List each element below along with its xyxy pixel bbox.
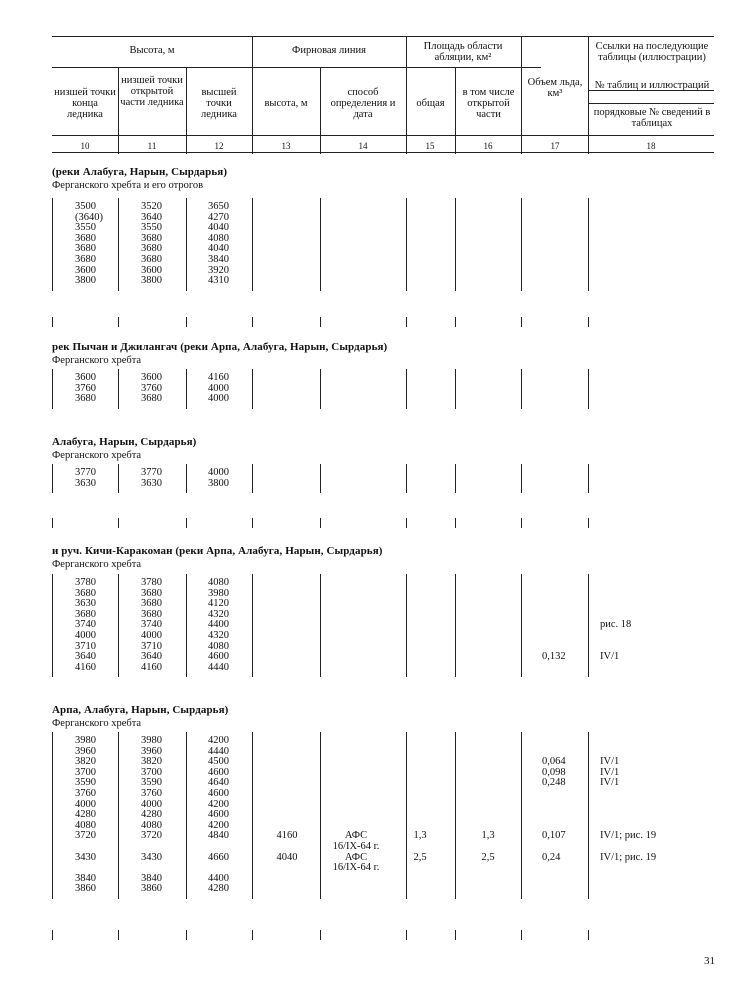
table-cell: 3960 [75,745,96,757]
table-header [52,36,714,153]
table-cell: 3820 [75,756,96,768]
table-cell: 3980 [208,587,229,599]
header-rule [521,37,522,154]
table-cell: 4640 [208,777,229,789]
column-tick [588,518,589,528]
table-cell: 3740 [141,619,162,631]
table-cell: 3680 [75,393,96,405]
table-cell: 3840 [208,254,229,265]
header-col13: высота, м [264,98,308,109]
table-cell: 3980 [141,735,162,746]
column-rule [118,198,119,291]
header-num: 15 [425,141,435,151]
column-rule [252,198,253,291]
table-cell: 4440 [208,661,229,673]
table-cell: 4600 [208,788,229,799]
table-cell: 4840 [208,830,229,842]
section-title: и руч. Кичи-Каракоман (реки Арпа, Алабуга, Нарын, Сырдарья) [52,545,383,557]
table-cell: 4200 [208,819,229,831]
table-cell: 0,064 [542,756,566,768]
table-cell: 4000 [208,393,229,405]
header-col10: низшей точки конца ледника [54,87,116,120]
table-cell: 3710 [141,640,162,652]
column-tick [320,518,321,528]
table-cell: 3760 [75,382,96,394]
column-tick [406,930,407,940]
column-rule [118,464,119,493]
column-rule [252,574,253,677]
table-cell: 3680 [141,587,162,599]
table-cell: 4080 [208,577,229,588]
section-title: (реки Алабуга, Нарын, Сырдарья) [52,166,228,178]
table-cell: 3770 [141,467,162,478]
header-col17: Объем льда, км³ [527,77,583,99]
header-num: 16 [483,141,493,151]
table-cell: 3640 [75,651,96,663]
table-cell: рис. 18 [600,619,632,631]
column-rule [186,369,187,409]
table-cell: 4000 [141,630,162,641]
table-cell: 3680 [75,232,96,244]
table-cell: 3590 [141,777,162,789]
column-tick [588,317,589,327]
table-cell: 3770 [75,467,96,478]
table-cell: 4160 [141,661,162,673]
column-tick [521,930,522,940]
table-cell: 3680 [75,243,96,255]
table-cell: 4160 [208,372,229,383]
table-cell: 4160 [75,661,96,673]
table-cell: 2,5 [413,851,427,863]
table-cell: 3680 [75,254,96,265]
table-cell: 3680 [141,254,162,265]
table-cell: 4440 [208,745,229,757]
column-rule [521,198,522,291]
table-cell: 3430 [75,851,96,863]
section-subtitle: Ферганского хребта [52,355,142,366]
table-cell: 1,3 [481,830,495,842]
table-cell: 3760 [141,788,162,799]
header-rule [52,135,714,136]
column-tick [118,317,119,327]
section-subtitle: Ферганского хребта и его отрогов [52,180,204,191]
column-rule [118,732,119,899]
header-rule [52,67,252,68]
table-cell: 4600 [208,809,229,821]
table-cell: 4400 [208,872,229,884]
table-cell: 4120 [208,598,229,610]
column-rule [320,464,321,493]
column-tick [186,317,187,327]
column-rule [455,369,456,409]
table-cell: 3680 [141,598,162,610]
table-cell: 3780 [75,577,96,588]
section-title: Арпа, Алабуга, Нарын, Сырдарья) [52,704,229,716]
table-cell: 3800 [141,275,162,287]
column-rule [320,369,321,409]
column-rule [52,464,53,493]
column-tick [252,930,253,940]
table-cell: 4320 [208,608,229,620]
table-cell: IV/1 [600,766,620,778]
header-rule [588,103,714,104]
header-num: 12 [214,141,224,151]
table-cell: 3600 [141,372,162,383]
table-cell: 3960 [141,745,162,757]
column-tick [118,930,119,940]
table-cell: 3680 [141,243,162,255]
header-col14: способ определения и дата [330,87,396,120]
column-tick [252,317,253,327]
header-num: 11 [147,141,157,151]
column-tick [455,518,456,528]
table-cell: 4080 [75,819,96,831]
column-rule [455,464,456,493]
table-cell: 4660 [208,851,229,863]
table-cell: 3680 [141,608,162,620]
column-rule [521,369,522,409]
column-rule [118,369,119,409]
column-tick [52,930,53,940]
table-cell: 3720 [75,830,96,842]
column-rule [406,464,407,493]
section-title: рек Пычан и Джилангач (реки Арпа, Алабуга, Нарын, Сырдарья) [52,341,388,353]
table-cell: 3630 [75,477,96,489]
table-cell: IV/1 [600,777,620,789]
table-cell: 3550 [141,222,162,234]
table-cell: 3680 [75,608,96,620]
table-cell: 3800 [75,275,96,287]
table-cell: 4280 [208,883,229,895]
column-tick [320,317,321,327]
column-tick [521,518,522,528]
table-cell: АФС 16/IX-64 г. [332,851,380,874]
column-rule [455,732,456,899]
table-cell: IV/1; рис. 19 [600,851,657,863]
column-tick [406,317,407,327]
column-rule [118,574,119,677]
header-col15: общая [416,98,445,109]
column-tick [186,518,187,528]
table-cell: 4400 [208,619,229,631]
column-rule [186,464,187,493]
table-cell: 0,132 [542,651,566,663]
table-cell: 3590 [75,777,96,789]
table-cell: 3520 [141,201,162,212]
header-num: 18 [646,141,656,151]
table-cell: 4040 [208,222,229,234]
table-cell: АФС 16/IX-64 г. [332,830,380,852]
header-rule [252,67,406,68]
table-cell: 3740 [75,619,96,631]
column-tick [588,930,589,940]
table-cell: 0,248 [542,777,566,789]
header-rule [588,37,589,154]
table-cell: 4500 [208,756,229,768]
header-group-refs: Ссылки на последующие таблицы (иллюстрации) [595,41,709,63]
column-rule [406,369,407,409]
table-cell: 3640 [141,651,162,663]
table-cell: 3980 [75,735,96,746]
column-rule [186,198,187,291]
table-cell: 3720 [141,830,162,842]
table-cell: 1,3 [413,830,427,842]
column-rule [252,732,253,899]
table-cell: 3650 [208,201,229,212]
table-cell: 4000 [208,382,229,394]
header-num: 10 [80,141,90,151]
column-tick [52,317,53,327]
header-rule [406,37,407,154]
table-cell: 3630 [75,598,96,610]
table-cell: 3680 [141,232,162,244]
table-cell: 3860 [141,883,162,895]
table-cell: 3680 [141,393,162,405]
table-cell: 4000 [75,798,96,810]
table-cell: 4160 [276,830,298,842]
table-cell: 4200 [208,798,229,810]
column-rule [406,732,407,899]
column-rule [320,574,321,677]
table-cell: (3640) [75,211,103,223]
table-cell: 3860 [75,883,96,895]
header-col16: в том числе открытой части [462,87,515,120]
header-rule [455,67,456,154]
table-cell: 3760 [75,788,96,799]
column-tick [118,518,119,528]
table-cell: 2,5 [481,851,495,863]
column-rule [588,732,589,899]
column-tick [521,317,522,327]
table-cell: 4270 [208,211,229,223]
table-cell: 3820 [141,756,162,768]
table-cell: 0,107 [542,830,566,842]
table-cell: 4320 [208,630,229,641]
column-rule [455,574,456,677]
column-rule [406,198,407,291]
table-cell: 3760 [141,382,162,394]
table-cell: 4080 [208,232,229,244]
table-cell: IV/1 [600,651,620,663]
column-rule [52,198,53,291]
table-cell: 4040 [276,851,298,863]
column-rule [406,574,407,677]
header-num: 17 [550,141,560,151]
column-tick [252,518,253,528]
table-cell: 3840 [75,872,96,884]
header-col12: высшей точки ледника [201,87,237,120]
column-tick [455,930,456,940]
column-rule [588,574,589,677]
header-num: 13 [281,141,291,151]
table-cell: 3800 [208,477,229,489]
table-cell: 3500 [75,201,96,212]
header-rule [186,67,187,154]
table-cell: 4000 [75,630,96,641]
column-rule [455,198,456,291]
column-rule [252,369,253,409]
table-cell: 4000 [208,467,229,478]
column-tick [52,518,53,528]
column-rule [186,732,187,899]
table-cell: 3680 [75,587,96,599]
column-rule [320,732,321,899]
column-rule [52,732,53,899]
table-cell: 3630 [141,477,162,489]
section-title: Алабуга, Нарын, Сырдарья) [52,436,197,448]
column-rule [588,369,589,409]
header-num: 14 [358,141,368,151]
table-cell: 4080 [208,640,229,652]
table-cell: 3700 [141,766,162,778]
header-group-height: Высота, м [129,45,175,56]
column-tick [406,518,407,528]
table-cell: 4280 [75,809,96,821]
section-subtitle: Ферганского хребта [52,559,142,570]
header-rule [118,67,119,154]
table-cell: 3920 [208,264,229,276]
column-rule [52,574,53,677]
column-rule [588,464,589,493]
table-cell: 0,24 [542,851,561,863]
column-tick [320,930,321,940]
table-cell: 4600 [208,766,229,778]
table-cell: 3700 [75,766,96,778]
column-tick [455,317,456,327]
column-rule [521,732,522,899]
table-cell: 4080 [141,819,162,831]
column-rule [521,574,522,677]
table-cell: 3640 [141,211,162,223]
table-cell: 4200 [208,735,229,746]
header-rule [320,67,321,154]
header-col18b: порядковые № сведений в таблицах [593,107,711,129]
column-tick [186,930,187,940]
column-rule [52,369,53,409]
header-group-area: Площадь области абляции, км² [423,41,503,63]
page-number: 31 [704,955,715,967]
header-col11: низшей точки открытой части ледника [120,75,184,108]
table-cell: 3840 [141,872,162,884]
table-cell: 4280 [141,809,162,821]
table-cell: 3600 [75,264,96,276]
column-rule [521,464,522,493]
section-subtitle: Ферганского хребта [52,718,142,729]
header-group-firn: Фирновая линия [292,45,366,56]
column-rule [588,198,589,291]
table-cell: 4310 [208,275,229,287]
table-cell: 3710 [75,640,96,652]
table-cell: 3430 [141,851,162,863]
column-rule [186,574,187,677]
header-col18a: № таблиц и иллюстраций [594,80,710,91]
table-cell: 3550 [75,222,96,234]
table-cell: 4600 [208,651,229,663]
table-cell: 3600 [141,264,162,276]
table-cell: 4040 [208,243,229,255]
table-cell: 4000 [141,798,162,810]
table-cell: 3600 [75,372,96,383]
table-cell: IV/1; рис. 19 [600,830,657,842]
column-rule [252,464,253,493]
column-rule [320,198,321,291]
table-cell: 3780 [141,577,162,588]
table-cell: IV/1 [600,756,620,768]
section-subtitle: Ферганского хребта [52,450,142,461]
table-cell: 0,098 [542,766,566,778]
